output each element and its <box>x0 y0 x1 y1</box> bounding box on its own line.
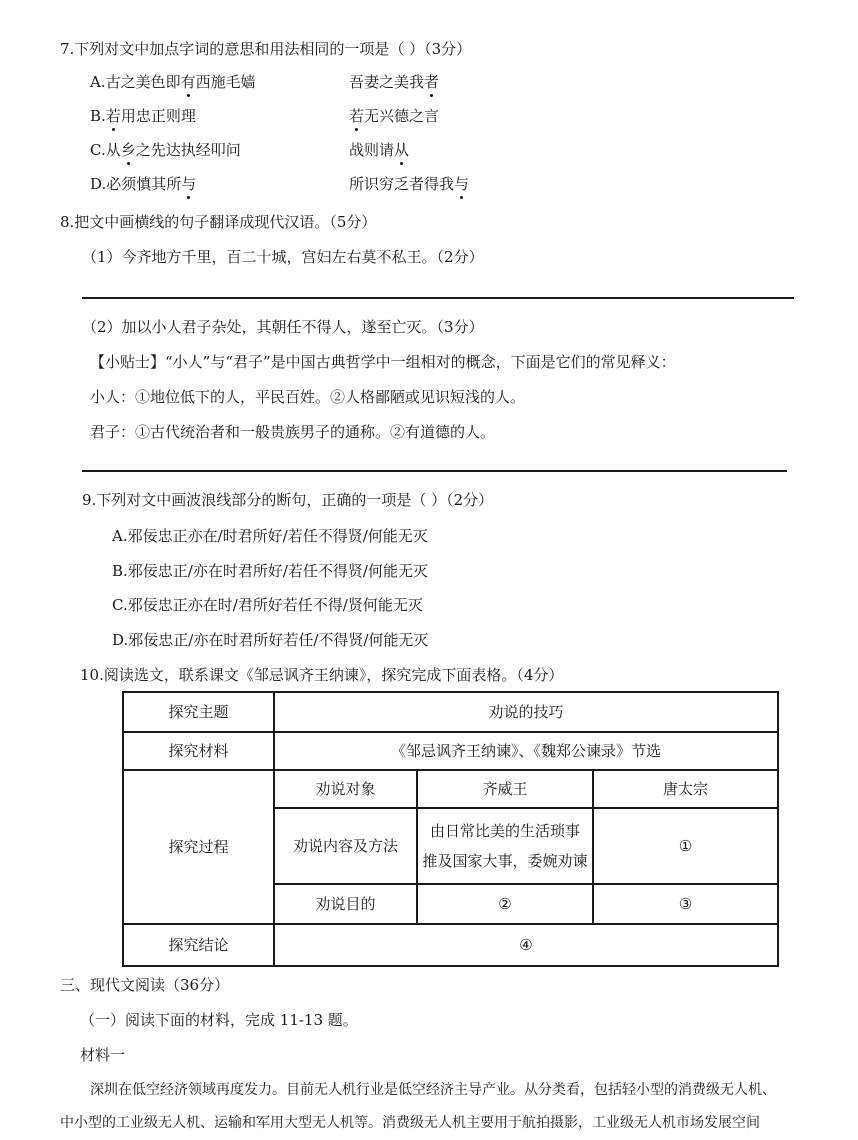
table-row-conclusion <box>123 924 778 966</box>
material-one-title: 材料一 <box>80 1046 126 1064</box>
answer-blank-4[interactable]: ④ <box>274 924 778 966</box>
q9-stem: 9.下列对文中画波浪线部分的断句，正确的一项是（ ）（2分） <box>82 491 494 509</box>
method-qiweiwang-line2: 推及国家大事，委婉劝谏 <box>422 852 588 870</box>
answer-blank-1[interactable]: ① <box>593 808 778 884</box>
q7-option-a-right: 吾妻之美我者 <box>349 73 440 91</box>
q7-option-d-left: D.必须慎其所与 <box>90 175 197 193</box>
method-qiweiwang <box>417 808 593 884</box>
section3-sub: （一）阅读下面的材料，完成 11-13 题。 <box>80 1011 358 1029</box>
method-qiweiwang-line1: 由日常比美的生活琐事 <box>429 822 580 840</box>
q9-option-a: A.邪佞忠正亦在/时君所好/若任不得贤/何能无灭 <box>112 527 428 545</box>
conclusion-label: 探究结论 <box>123 924 274 966</box>
target-tangtaizong: 唐太宗 <box>593 770 778 808</box>
q7-option-c-right: 战则请从 <box>349 141 410 159</box>
table-row-target <box>123 770 778 808</box>
q8-sub1: （1）今齐地方千里，百二十城，宫妇左右莫不私王。（2分） <box>82 248 484 266</box>
material-one-line1: 深圳在低空经济领域再度发力。目前无人机行业是低空经济主导产业。从分类看，包括轻小型的消费级无人机、 <box>90 1082 776 1098</box>
q7-option-b-right: 若无兴德之言 <box>349 107 440 125</box>
q9-option-d: D.邪佞忠正/亦在时君所好若任/不得贤/何能无灭 <box>112 631 429 649</box>
topic-label: 探究主题 <box>123 692 274 732</box>
q7-option-c-left: C.从乡之先达执经叩问 <box>90 141 241 159</box>
q8-xiaoren-definition: 小人：①地位低下的人，平民百姓。②人格鄙陋或见识短浅的人。 <box>90 388 526 406</box>
q7-stem: 7.下列对文中加点字词的意思和用法相同的一项是（ ）（3分） <box>60 40 472 58</box>
material-label: 探究材料 <box>123 732 274 770</box>
answer-blank-2[interactable]: ② <box>417 884 593 924</box>
q7-option-d-right: 所识穷乏者得我与 <box>349 175 470 193</box>
target-qiweiwang: 齐威王 <box>417 770 593 808</box>
table-row-topic <box>123 692 778 732</box>
material-value: 《邹忌讽齐王纳谏》、《魏郑公谏录》节选 <box>274 732 778 770</box>
method-label: 劝说内容及方法 <box>274 808 417 884</box>
q8-sub1-answer-line[interactable] <box>82 297 794 299</box>
table-row-material <box>123 732 778 770</box>
q8-junzi-definition: 君子：①古代统治者和一般贵族男子的通称。②有道德的人。 <box>90 423 496 441</box>
topic-value: 劝说的技巧 <box>274 692 778 732</box>
material-one-line2: 中小型的工业级无人机、运输和军用大型无人机等。消费级无人机主要用于航拍摄影，工业级无人机市场发展空间 <box>60 1115 760 1131</box>
purpose-label: 劝说目的 <box>274 884 417 924</box>
section3-heading: 三、现代文阅读（36分） <box>60 976 230 994</box>
q8-tip: 【小贴士】“小人”与“君子”是中国古典哲学中一组相对的概念，下面是它们的常见释义： <box>90 353 676 371</box>
q7-option-b-left: B.若用忠正则理 <box>90 107 196 125</box>
q8-sub2: （2）加以小人君子杂处，其朝任不得人，遂至亡灭。（3分） <box>82 318 484 336</box>
q9-option-c: C.邪佞忠正亦在时/君所好若任不得/贤何能无灭 <box>112 596 423 614</box>
q9-option-b: B.邪佞忠正/亦在时君所好/若任不得贤/何能无灭 <box>112 562 428 580</box>
q8-stem: 8.把文中画横线的句子翻译成现代汉语。（5分） <box>60 213 377 231</box>
process-label: 探究过程 <box>123 770 274 924</box>
q7-option-a-left: A.古之美色即有西施毛嫱 <box>90 73 256 91</box>
answer-blank-3[interactable]: ③ <box>593 884 778 924</box>
target-label: 劝说对象 <box>274 770 417 808</box>
inquiry-table <box>122 691 779 967</box>
q8-sub2-answer-line[interactable] <box>82 470 787 472</box>
q10-stem: 10.阅读选文，联系课文《邹忌讽齐王纳谏》，探究完成下面表格。（4分） <box>80 666 564 684</box>
